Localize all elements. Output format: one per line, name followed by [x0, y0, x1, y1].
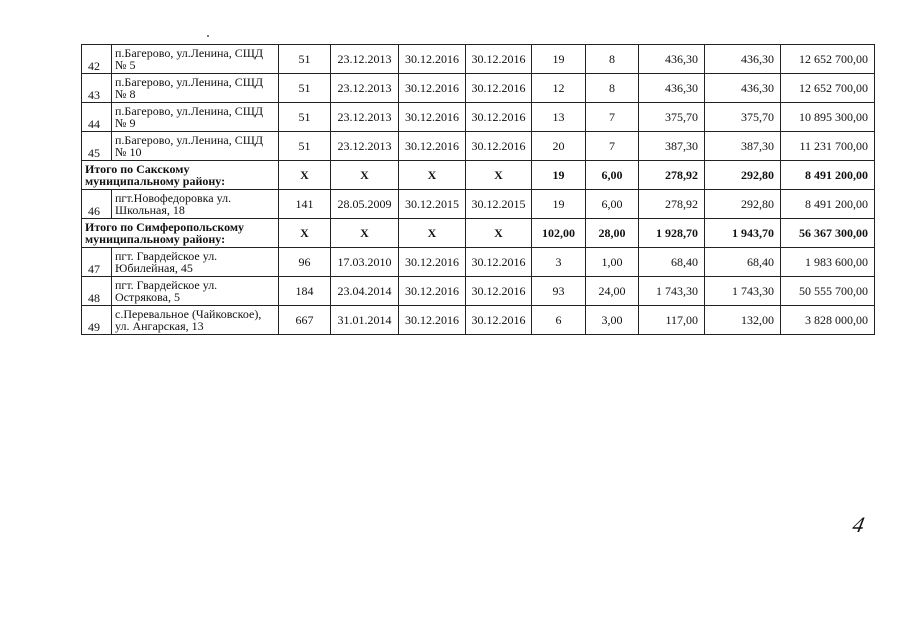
table-row: [82, 132, 875, 161]
table-row: [82, 45, 875, 74]
residents-count: 19: [532, 190, 586, 219]
apartments-count: 141: [279, 190, 331, 219]
total-qty-2: 28,00: [586, 219, 639, 248]
table-row: [82, 190, 875, 219]
date-deadline: 30.12.2015: [466, 190, 532, 219]
table-row: [82, 306, 875, 335]
total-label: Итого по Симферопольскому муниципальному району:: [82, 219, 279, 248]
apartments-count: 184: [279, 277, 331, 306]
apartments-count: 51: [279, 132, 331, 161]
scan-speck: [207, 35, 209, 37]
area-total: 387,30: [639, 132, 705, 161]
total-x-mark: Х: [279, 219, 331, 248]
total-x-mark: Х: [466, 161, 532, 190]
row-number: 45: [82, 132, 112, 161]
total-label: Итого по Сакскому муниципальному району:: [82, 161, 279, 190]
area-provided: 436,30: [705, 45, 781, 74]
funding-sum: 12 652 700,00: [781, 74, 875, 103]
date-recognition: 23.12.2013: [331, 74, 399, 103]
total-row: [82, 219, 875, 248]
total-x-mark: Х: [399, 161, 466, 190]
row-number: 48: [82, 277, 112, 306]
funding-sum: 8 491 200,00: [781, 190, 875, 219]
table-row: [82, 277, 875, 306]
residents-count: 19: [532, 45, 586, 74]
residents-count: 3: [532, 248, 586, 277]
area-total: 278,92: [639, 190, 705, 219]
apartments-resettled: 8: [586, 74, 639, 103]
residents-count: 12: [532, 74, 586, 103]
object-address: п.Багерово, ул.Ленина, СЩД № 5: [112, 45, 279, 74]
object-address: п.Багерово, ул.Ленина, СЩД № 10: [112, 132, 279, 161]
row-number: 42: [82, 45, 112, 74]
row-number: 47: [82, 248, 112, 277]
apartments-resettled: 7: [586, 103, 639, 132]
area-provided: 132,00: [705, 306, 781, 335]
object-address: п.Багерово, ул.Ленина, СЩД № 8: [112, 74, 279, 103]
residents-count: 93: [532, 277, 586, 306]
area-total: 1 743,30: [639, 277, 705, 306]
table-row: [82, 74, 875, 103]
apartments-count: 51: [279, 45, 331, 74]
row-number: 44: [82, 103, 112, 132]
object-address: с.Перевальное (Чайковское), ул. Ангарская, 13: [112, 306, 279, 335]
total-area-2: 1 943,70: [705, 219, 781, 248]
table-row: [82, 248, 875, 277]
apartments-count: 667: [279, 306, 331, 335]
object-address: п.Багерово, ул.Ленина, СЩД № 9: [112, 103, 279, 132]
page-number: 4: [850, 512, 867, 537]
table-row: [82, 103, 875, 132]
date-recognition: 23.04.2014: [331, 277, 399, 306]
date-deadline: 30.12.2016: [466, 74, 532, 103]
total-qty-1: 19: [532, 161, 586, 190]
total-x-mark: Х: [279, 161, 331, 190]
date-recognition: 17.03.2010: [331, 248, 399, 277]
total-sum: 8 491 200,00: [781, 161, 875, 190]
date-recognition: 23.12.2013: [331, 45, 399, 74]
object-address: пгт.Новофедоровка ул. Школьная, 18: [112, 190, 279, 219]
area-provided: 1 743,30: [705, 277, 781, 306]
date-deadline: 30.12.2016: [466, 277, 532, 306]
area-total: 117,00: [639, 306, 705, 335]
table-body: [82, 45, 875, 335]
object-address: пгт. Гвардейское ул. Острякова, 5: [112, 277, 279, 306]
row-number: 43: [82, 74, 112, 103]
residents-count: 6: [532, 306, 586, 335]
apartments-count: 51: [279, 74, 331, 103]
total-area-2: 292,80: [705, 161, 781, 190]
row-number: 46: [82, 190, 112, 219]
total-row: [82, 161, 875, 190]
date-planned: 30.12.2016: [399, 248, 466, 277]
date-recognition: 28.05.2009: [331, 190, 399, 219]
total-x-mark: Х: [331, 161, 399, 190]
area-provided: 387,30: [705, 132, 781, 161]
total-area-1: 278,92: [639, 161, 705, 190]
residents-count: 20: [532, 132, 586, 161]
total-x-mark: Х: [399, 219, 466, 248]
date-deadline: 30.12.2016: [466, 132, 532, 161]
row-number: 49: [82, 306, 112, 335]
area-total: 436,30: [639, 74, 705, 103]
total-qty-1: 102,00: [532, 219, 586, 248]
area-total: 68,40: [639, 248, 705, 277]
total-qty-2: 6,00: [586, 161, 639, 190]
funding-sum: 1 983 600,00: [781, 248, 875, 277]
apartments-count: 51: [279, 103, 331, 132]
date-deadline: 30.12.2016: [466, 45, 532, 74]
date-deadline: 30.12.2016: [466, 103, 532, 132]
area-provided: 375,70: [705, 103, 781, 132]
date-recognition: 31.01.2014: [331, 306, 399, 335]
apartments-resettled: 6,00: [586, 190, 639, 219]
date-planned: 30.12.2016: [399, 306, 466, 335]
apartments-resettled: 24,00: [586, 277, 639, 306]
funding-sum: 10 895 300,00: [781, 103, 875, 132]
date-planned: 30.12.2016: [399, 277, 466, 306]
funding-sum: 50 555 700,00: [781, 277, 875, 306]
total-x-mark: Х: [331, 219, 399, 248]
date-recognition: 23.12.2013: [331, 103, 399, 132]
area-provided: 292,80: [705, 190, 781, 219]
date-planned: 30.12.2015: [399, 190, 466, 219]
date-recognition: 23.12.2013: [331, 132, 399, 161]
total-area-1: 1 928,70: [639, 219, 705, 248]
area-provided: 436,30: [705, 74, 781, 103]
date-planned: 30.12.2016: [399, 132, 466, 161]
apartments-count: 96: [279, 248, 331, 277]
funding-sum: 3 828 000,00: [781, 306, 875, 335]
apartments-resettled: 1,00: [586, 248, 639, 277]
area-total: 436,30: [639, 45, 705, 74]
apartments-resettled: 7: [586, 132, 639, 161]
funding-sum: 12 652 700,00: [781, 45, 875, 74]
apartments-resettled: 3,00: [586, 306, 639, 335]
funding-sum: 11 231 700,00: [781, 132, 875, 161]
date-planned: 30.12.2016: [399, 103, 466, 132]
residents-count: 13: [532, 103, 586, 132]
date-planned: 30.12.2016: [399, 45, 466, 74]
object-address: пгт. Гвардейское ул. Юбилейная, 45: [112, 248, 279, 277]
date-deadline: 30.12.2016: [466, 248, 532, 277]
total-x-mark: Х: [466, 219, 532, 248]
date-planned: 30.12.2016: [399, 74, 466, 103]
area-provided: 68,40: [705, 248, 781, 277]
total-sum: 56 367 300,00: [781, 219, 875, 248]
apartments-resettled: 8: [586, 45, 639, 74]
area-total: 375,70: [639, 103, 705, 132]
date-deadline: 30.12.2016: [466, 306, 532, 335]
housing-program-table: [81, 44, 875, 335]
